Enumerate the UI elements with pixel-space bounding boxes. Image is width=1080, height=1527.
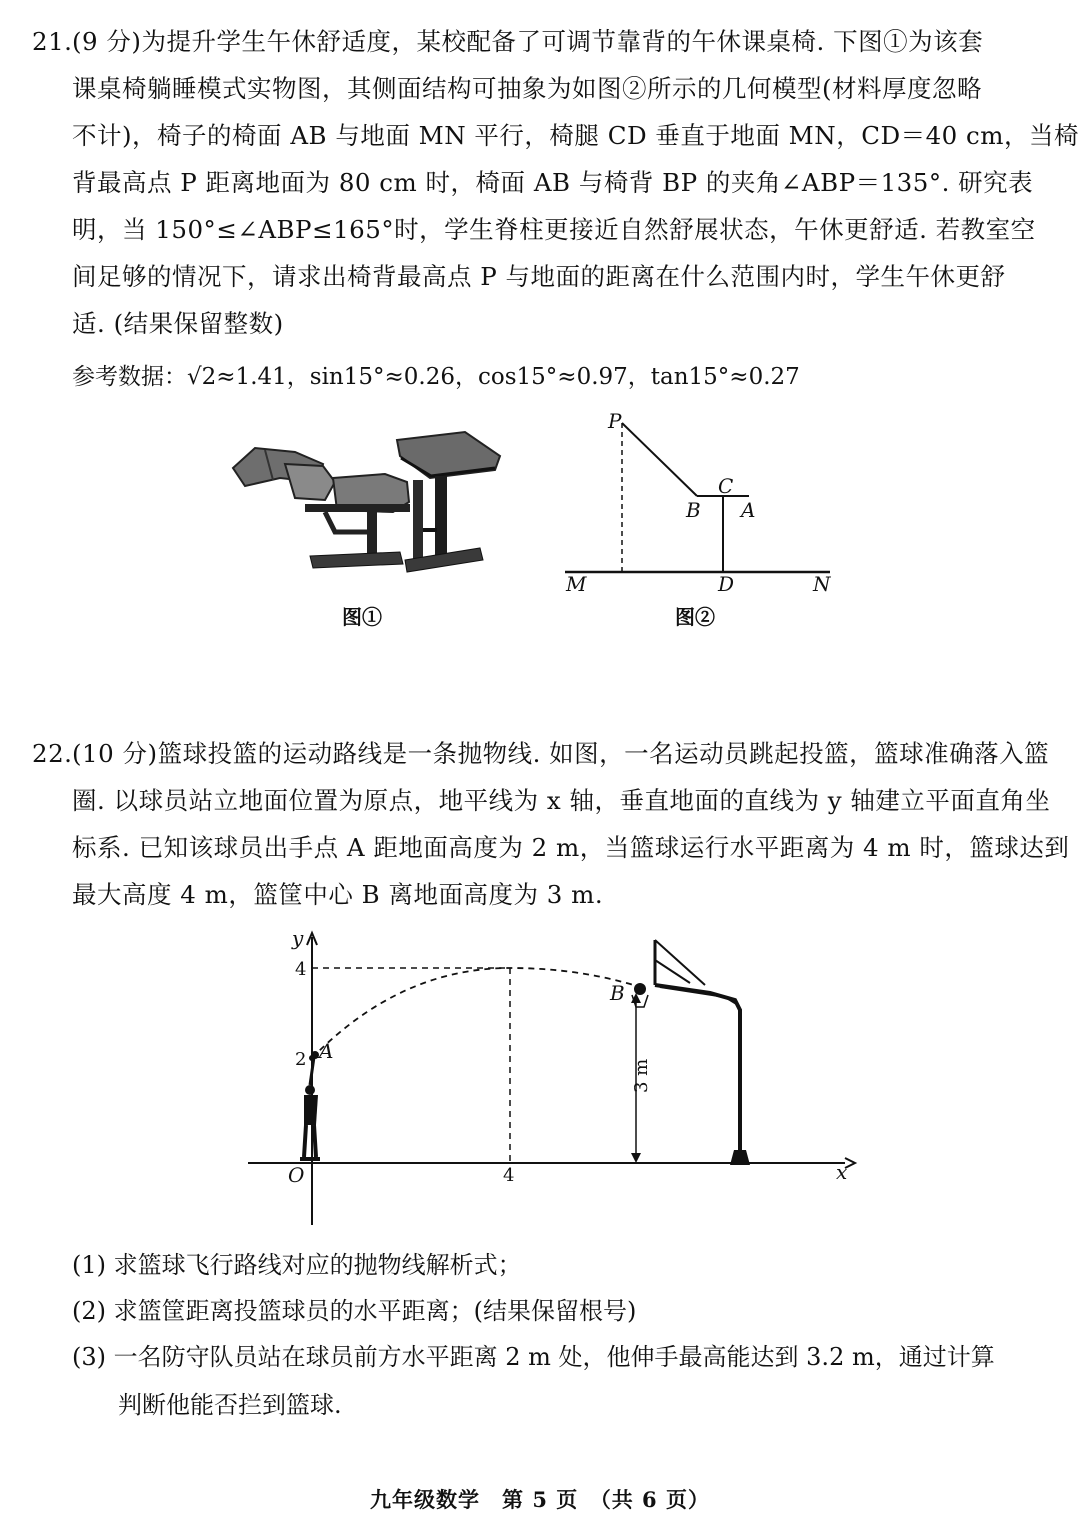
figure-1-caption: 图① [342,605,382,629]
origin-label: O [288,1163,305,1187]
desk-chair-photo [225,420,510,590]
chair-geometry-diagram [555,405,845,600]
question-number: 21. [32,27,73,56]
point-n-label: N [813,572,831,596]
subquestion-1: (1) 求篮球飞行路线对应的抛物线解析式； [72,1251,522,1279]
question-22 [32,730,1070,918]
subquestion-3-cont: 判断他能否拦到篮球. [118,1391,342,1419]
basketball-hoop [632,940,750,1165]
question-line: 间足够的情况下，请求出椅背最高点 P 与地面的距离在什么范围内时，学生午休更舒 [72,262,1006,291]
question-line: 不计)，椅子的椅面 AB 与地面 MN 平行，椅腿 CD 垂直于地面 MN，CD＝40 cm，当椅 [72,121,1080,150]
question-line: 背最高点 P 距离地面为 80 cm 时，椅面 AB 与椅背 BP 的夹角∠ABP＝135°. 研究表 [72,168,1034,197]
question-line: 课桌椅躺睡模式实物图，其侧面结构可抽象为如图②所示的几何模型(材料厚度忽略 [72,74,983,103]
subquestion-2: (2) 求篮筐距离投篮球员的水平距离；(结果保留根号) [72,1297,637,1325]
subquestion-3: (3) 一名防守队员站在球员前方水平距离 2 m 处，他伸手最高能达到 3.2 m，通过计算 [72,1343,995,1371]
figure-2-caption: 图② [675,605,715,629]
question-line: 最大高度 4 m，篮筐中心 B 离地面高度为 3 m. [72,880,604,909]
x-axis-label: x [836,1160,848,1184]
question-line: (10 分)篮球投篮的运动路线是一条抛物线. 如图，一名运动员跳起投篮，篮球准确落入篮 [72,739,1050,768]
question-line: 标系. 已知该球员出手点 A 距地面高度为 2 m，当篮球运行水平距离为 4 m 时，篮球达到 [72,833,1070,862]
x-tick-4: 4 [503,1165,515,1186]
question-line: 适. (结果保留整数) [72,309,284,338]
reference-data: 参考数据：√2≈1.41，sin15°≈0.26，cos15°≈0.97，tan15°≈0.27 [72,364,800,390]
question-21 [32,18,1080,347]
point-c-label: C [718,474,734,498]
question-line: 圈. 以球员站立地面位置为原点，地平线为 x 轴，垂直地面的直线为 y 轴建立平面直角坐 [72,786,1051,815]
basketball-trajectory-diagram [240,925,860,1235]
point-b-label: B [686,498,701,522]
point-m-label: M [566,572,587,596]
point-a-label: A [319,1039,334,1063]
question-line: 明，当 150°≤∠ABP≤165°时，学生脊柱更接近自然舒展状态，午休更舒适. 若教室空 [72,215,1036,244]
point-a-label: A [741,498,756,522]
y-tick-2: 2 [295,1049,307,1070]
height-3m-label: 3 m [631,1058,652,1093]
question-line: (9 分)为提升学生午休舒适度，某校配备了可调节靠背的午休课桌椅. 下图①为该套 [72,27,984,56]
point-b-label: B [610,981,625,1005]
y-tick-4: 4 [295,959,307,980]
question-number: 22. [32,739,73,768]
point-p-label: P [608,409,622,433]
point-d-label: D [718,572,735,596]
page-footer: 九年级数学 第 5 页 （共 6 页） [370,1487,710,1512]
y-axis-label: y [292,926,304,950]
